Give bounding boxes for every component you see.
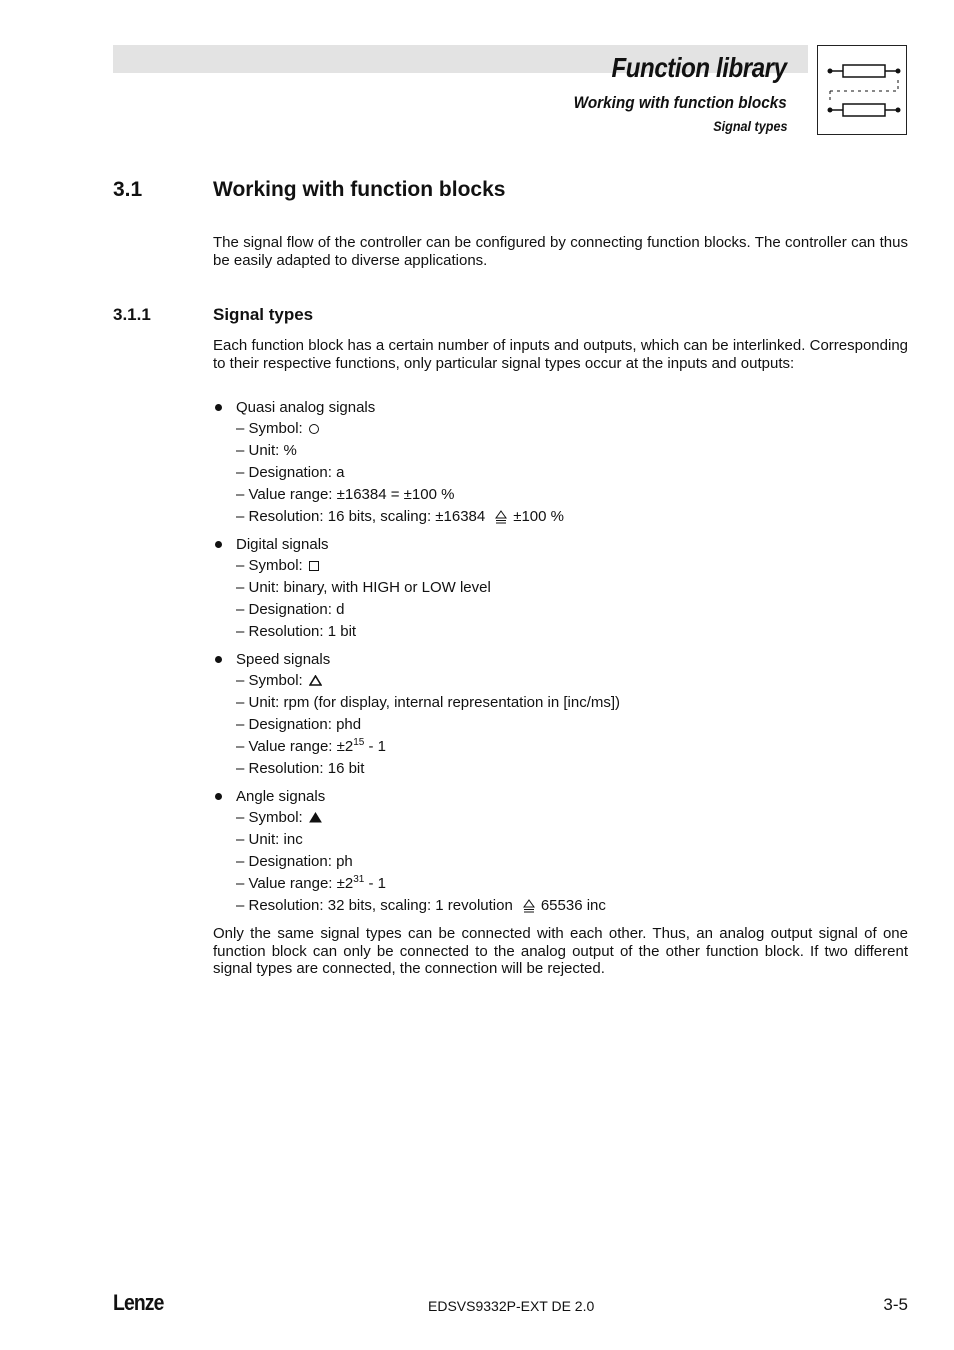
unit-line: – Unit: % (236, 442, 297, 459)
designation-line: – Designation: a (236, 464, 345, 481)
subsection-header: Signal types (712, 118, 787, 134)
page-number: 3-5 (883, 1295, 908, 1314)
symbol-line: – Symbol: (213, 670, 908, 692)
signal-type-list (213, 396, 908, 922)
chapter-title: Function library (611, 52, 787, 83)
unit-line: – Unit: rpm (for display, internal representation in [inc/ms]) (236, 694, 621, 711)
section-title: Working with function blocks (213, 178, 506, 201)
symbol-line: – Symbol: (213, 418, 908, 440)
unit-line: – Unit: binary, with HIGH or LOW level (236, 579, 491, 596)
section-header: Working with function blocks (573, 93, 787, 112)
filled-triangle-symbol-icon (309, 808, 322, 830)
open-triangle-symbol-icon (309, 671, 322, 693)
symbol-line: – Symbol: (213, 555, 908, 577)
range-line: – Value range: $\pm 2^{31} - 1$ (236, 874, 387, 892)
bullet-icon (215, 793, 222, 800)
resolution-line: – Resolution: 1 bit (236, 623, 357, 640)
resolution-line: – Resolution: 16 bit (236, 760, 365, 777)
document-id: EDSVS9332P-EXT DE 2.0 (428, 1298, 595, 1314)
list-item (213, 533, 908, 555)
list-item (213, 396, 908, 418)
range-line: – Value range: $\pm 2^{15} - 1$ (236, 737, 387, 755)
subsection-intro: Each function block has a certain number of inputs and outputs, which can be interlinked. Corresponding to their respective functions, only particular signal types occur at the inputs and outputs: (213, 337, 908, 372)
designation-line: – Designation: phd (236, 716, 362, 733)
circle-symbol-icon (309, 424, 319, 434)
signal-name: Quasi analog signals (236, 398, 376, 416)
signal-name: Angle signals (236, 787, 326, 805)
resolution-line: – Resolution: 32 bits, scaling: 1 revolution 65536 inc (213, 895, 908, 917)
closing-paragraph: Only the same signal types can be connected with each other. Thus, an analog output signal of one function block can only be connected to the analog output of the other function block. If two different signal types are connected, the connection will be rejected. (213, 925, 908, 977)
function-block-icon (817, 45, 907, 135)
section-intro: The signal flow of the controller can be configured by connecting function blocks. The controller can thus be easily adapted to diverse applications. (213, 234, 908, 269)
resolution-line: – Resolution: 16 bits, scaling: ±16384 ±100 % (213, 506, 908, 528)
bullet-icon (215, 404, 222, 411)
signal-group-angle (213, 785, 908, 917)
bullet-icon (215, 656, 222, 663)
corresponds-to-icon (495, 509, 507, 531)
list-item (213, 648, 908, 670)
corresponds-to-icon (523, 898, 535, 920)
subsection-number: 3.1.1 (113, 305, 151, 324)
subsection-title: Signal types (213, 305, 314, 324)
signal-group-speed (213, 648, 908, 780)
section-number: 3.1 (113, 178, 143, 201)
unit-line: – Unit: inc (236, 831, 303, 848)
signal-group-digital (213, 533, 908, 643)
signal-name: Speed signals (236, 650, 331, 668)
range-line: – Value range: ±16384 = ±100 % (236, 486, 455, 503)
signal-group-quasi-analog (213, 396, 908, 528)
designation-line: – Designation: ph (236, 853, 353, 870)
designation-line: – Designation: d (236, 601, 345, 618)
signal-name: Digital signals (236, 535, 329, 553)
symbol-line: – Symbol: (213, 807, 908, 829)
list-item (213, 785, 908, 807)
lenze-logo: Lenze (113, 1290, 164, 1315)
square-symbol-icon (309, 561, 319, 571)
bullet-icon (215, 541, 222, 548)
